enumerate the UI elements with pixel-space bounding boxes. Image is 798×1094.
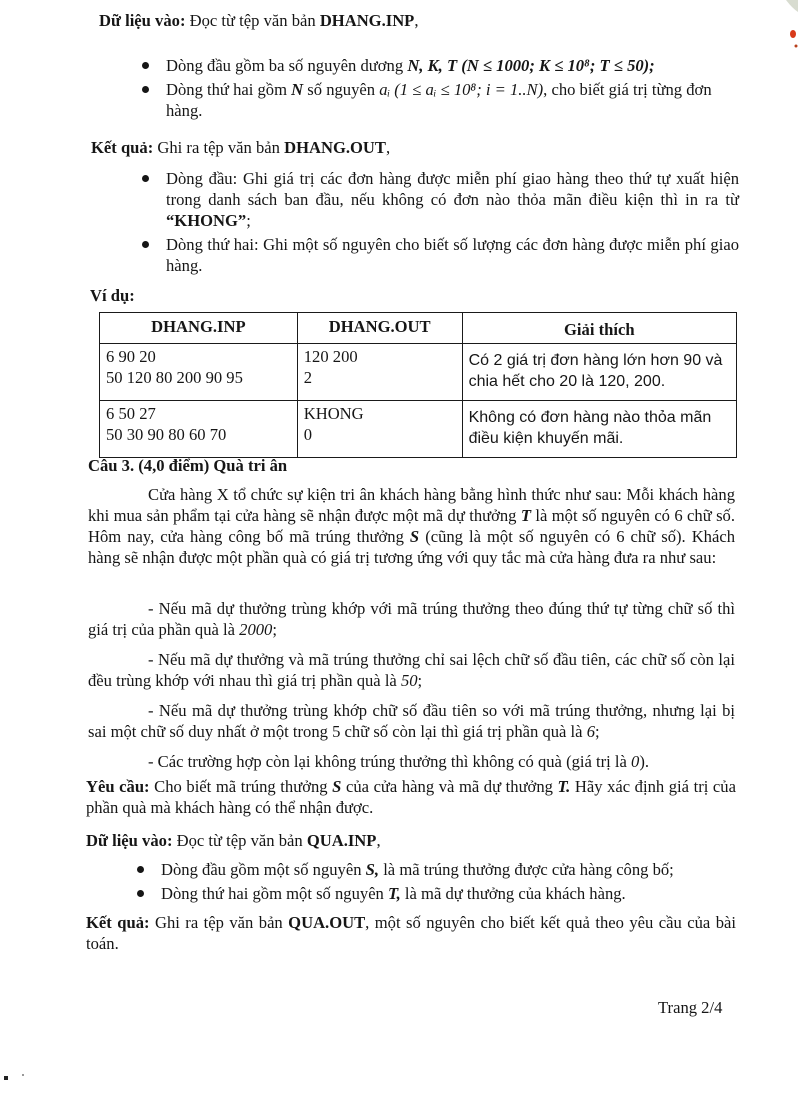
var-text: T [520, 506, 531, 525]
rule-item [88, 700, 735, 742]
dhang-output-bullets [166, 168, 739, 276]
punct: ). [639, 752, 650, 771]
explain-cell: Có 2 giá trị đơn hàng lớn hơn 90 và chia hết cho 20 là 120, 200. [462, 344, 736, 401]
para-text: Cho biết mã trúng thưởng [149, 777, 333, 796]
out-cell [297, 344, 462, 401]
var-text: T. [557, 777, 571, 796]
bullet-item [166, 55, 741, 76]
rule-item [88, 598, 735, 640]
output-text: Ghi ra tệp văn bản [153, 138, 285, 157]
column-header: DHANG.INP [100, 313, 298, 344]
explain-cell: Không có đơn hàng nào thỏa mãn điều kiện khuyến mãi. [462, 401, 736, 458]
qua-input-heading [86, 830, 736, 851]
column-header: DHANG.OUT [297, 313, 462, 344]
bullet-icon [142, 86, 149, 93]
bullet-text: Dòng đầu: Ghi giá trị các đơn hàng được miễn phí giao hàng theo thứ tự xuất hiện trong danh sách ban đầu, nếu không có đơn nào thỏa mãn điều kiện thì in ra từ [166, 169, 739, 209]
input-text: Đọc từ tệp văn bản [185, 11, 320, 30]
constraint-text: aᵢ (1 ≤ aᵢ ≤ 10⁸; i = 1..N) [379, 80, 544, 99]
bullet-text: số nguyên [303, 80, 380, 99]
bullet-text: , cho biết giá trị từng đơn hàng. [166, 80, 712, 120]
rule-value: 6 [586, 722, 595, 741]
example-table [99, 312, 737, 458]
example-label: Ví dụ: [90, 286, 135, 305]
var-text: S [409, 527, 420, 546]
cell-line: KHONG [303, 404, 364, 423]
requirement-label: Yêu cầu: [86, 777, 150, 796]
cell-line: 6 90 20 [106, 347, 156, 366]
requirement-paragraph [86, 776, 736, 818]
bullet-text: Dòng thứ hai gồm [166, 80, 292, 99]
bullet-text: là mã dự thưởng của khách hàng. [400, 884, 626, 903]
table-header-row [100, 313, 737, 344]
dhang-input-bullets [166, 55, 741, 121]
para-text: của cửa hàng và mã dự thưởng [341, 777, 558, 796]
rule-text: - Nếu mã dự thưởng trùng khớp chữ số đầu tiên so với mã trúng thưởng, nhưng lại bị sai một chữ số duy nhất ở một trong 5 chữ số còn lại thì giá trị phần quà là [88, 701, 735, 741]
rule-text: - Nếu mã dự thưởng và mã trúng thưởng chỉ sai lệch chữ số đầu tiên, các chữ số còn lại đều trùng khớp với nhau thì giá trị phần quà là [88, 650, 735, 690]
scan-speck [4, 1076, 8, 1080]
bullet-item [166, 234, 739, 276]
output-label: Kết quả: [86, 913, 150, 932]
rule-text: - Nếu mã dự thưởng trùng khớp với mã trúng thưởng theo đúng thứ tự từng chữ số thì giá trị của phần quà là [88, 599, 735, 639]
bullet-text: Dòng thứ hai: Ghi một số nguyên cho biết số lượng các đơn hàng được miễn phí giao hàng. [166, 235, 739, 275]
var-text: T, [388, 884, 401, 903]
punct: ; [417, 671, 423, 690]
scan-speck [22, 1074, 24, 1076]
dhang-output-heading [91, 137, 751, 158]
punct: , [385, 138, 391, 157]
var-text: N [291, 80, 304, 99]
keyword-text: “KHONG” [166, 211, 247, 230]
input-filename: QUA.INP [306, 831, 377, 850]
page-number: Trang 2/4 [658, 998, 723, 1017]
var-text: S [332, 777, 342, 796]
dhang-input-section [99, 10, 759, 31]
cell-line: 120 200 [303, 347, 358, 366]
bullet-icon [142, 62, 149, 69]
bullet-icon [142, 241, 149, 248]
bullet-item [166, 79, 741, 121]
punct: , [376, 831, 381, 850]
para-text: , một số nguyên cho biết kết quả theo yêu cầu của bài toán. [86, 913, 736, 953]
rule-item [88, 751, 735, 772]
punct: ; [246, 211, 251, 230]
bullet-text: Dòng thứ hai gồm một số nguyên [161, 884, 389, 903]
output-filename: DHANG.OUT [284, 138, 386, 157]
scan-edge-artifact [768, 0, 798, 60]
punct: , [414, 11, 419, 30]
bullet-item [161, 859, 741, 880]
constraint-text: (N ≤ 1000; K ≤ 10⁸; T ≤ 50); [457, 56, 655, 75]
bullet-icon [137, 866, 144, 873]
var-text: S, [365, 860, 380, 879]
bullet-text: Dòng đầu gồm ba số nguyên dương [166, 56, 408, 75]
rule-value: 2000 [239, 620, 273, 639]
qua-input-bullets [161, 859, 741, 904]
bullet-text: Dòng đầu gồm một số nguyên [161, 860, 366, 879]
para-text: (cũng là một số nguyên có 6 chữ số). Khách hàng sẽ nhận được một phần quà có giá trị tương ứng với quy tắc mà cửa hàng đưa ra như sau: [88, 527, 736, 567]
rules-list [88, 598, 735, 772]
rule-value: 50 [400, 671, 418, 690]
column-header: Giải thích [462, 313, 736, 344]
para-text: Cửa hàng X tổ chức sự kiện tri ân khách hàng bằng hình thức như sau: Mỗi khách hàng khi mua sản phẩm tại cửa hàng sẽ nhận được một mã dự thưởng [88, 485, 735, 525]
rule-text: - Các trường hợp còn lại không trúng thưởng thì không có quà (giá trị là [148, 752, 632, 771]
inp-cell [100, 344, 298, 401]
out-cell [297, 401, 462, 458]
cell-line: 50 30 90 80 60 70 [106, 425, 227, 444]
input-label: Dữ liệu vào: [86, 831, 173, 850]
para-text: là một số nguyên có 6 chữ số. Hôm nay, cửa hàng công bố mã trúng thưởng [88, 506, 735, 546]
cell-line: 0 [303, 425, 313, 444]
inp-cell [100, 401, 298, 458]
var-text: N, K, T [407, 56, 458, 75]
bullet-item [161, 883, 741, 904]
punct: ; [594, 722, 600, 741]
rule-value: 0 [631, 752, 640, 771]
problem3-title: Câu 3. (4,0 điểm) Quà tri ân [88, 456, 288, 475]
table-row [100, 344, 737, 401]
output-label: Kết quả: [91, 138, 154, 157]
output-text: Ghi ra tệp văn bản [149, 913, 289, 932]
input-filename: DHANG.INP [319, 11, 415, 30]
input-label: Dữ liệu vào: [99, 11, 186, 30]
output-filename: QUA.OUT [288, 913, 366, 932]
cell-line: 50 120 80 200 90 95 [106, 368, 243, 387]
dhang-input-heading [99, 10, 759, 31]
para-text: Hãy xác định giá trị của phần quà mà khách hàng có thể nhận được. [86, 777, 736, 817]
bullet-text: là mã trúng thưởng được cửa hàng công bố; [379, 860, 674, 879]
bullet-icon [137, 890, 144, 897]
qua-output-paragraph [86, 912, 736, 954]
bullet-icon [142, 175, 149, 182]
rule-item [88, 649, 735, 691]
bullet-item [166, 168, 739, 231]
problem3-intro [88, 484, 735, 568]
punct: ; [272, 620, 277, 639]
cell-line: 2 [303, 368, 313, 387]
cell-line: 6 50 27 [106, 404, 156, 423]
input-text: Đọc từ tệp văn bản [172, 831, 307, 850]
table-row [100, 401, 737, 458]
